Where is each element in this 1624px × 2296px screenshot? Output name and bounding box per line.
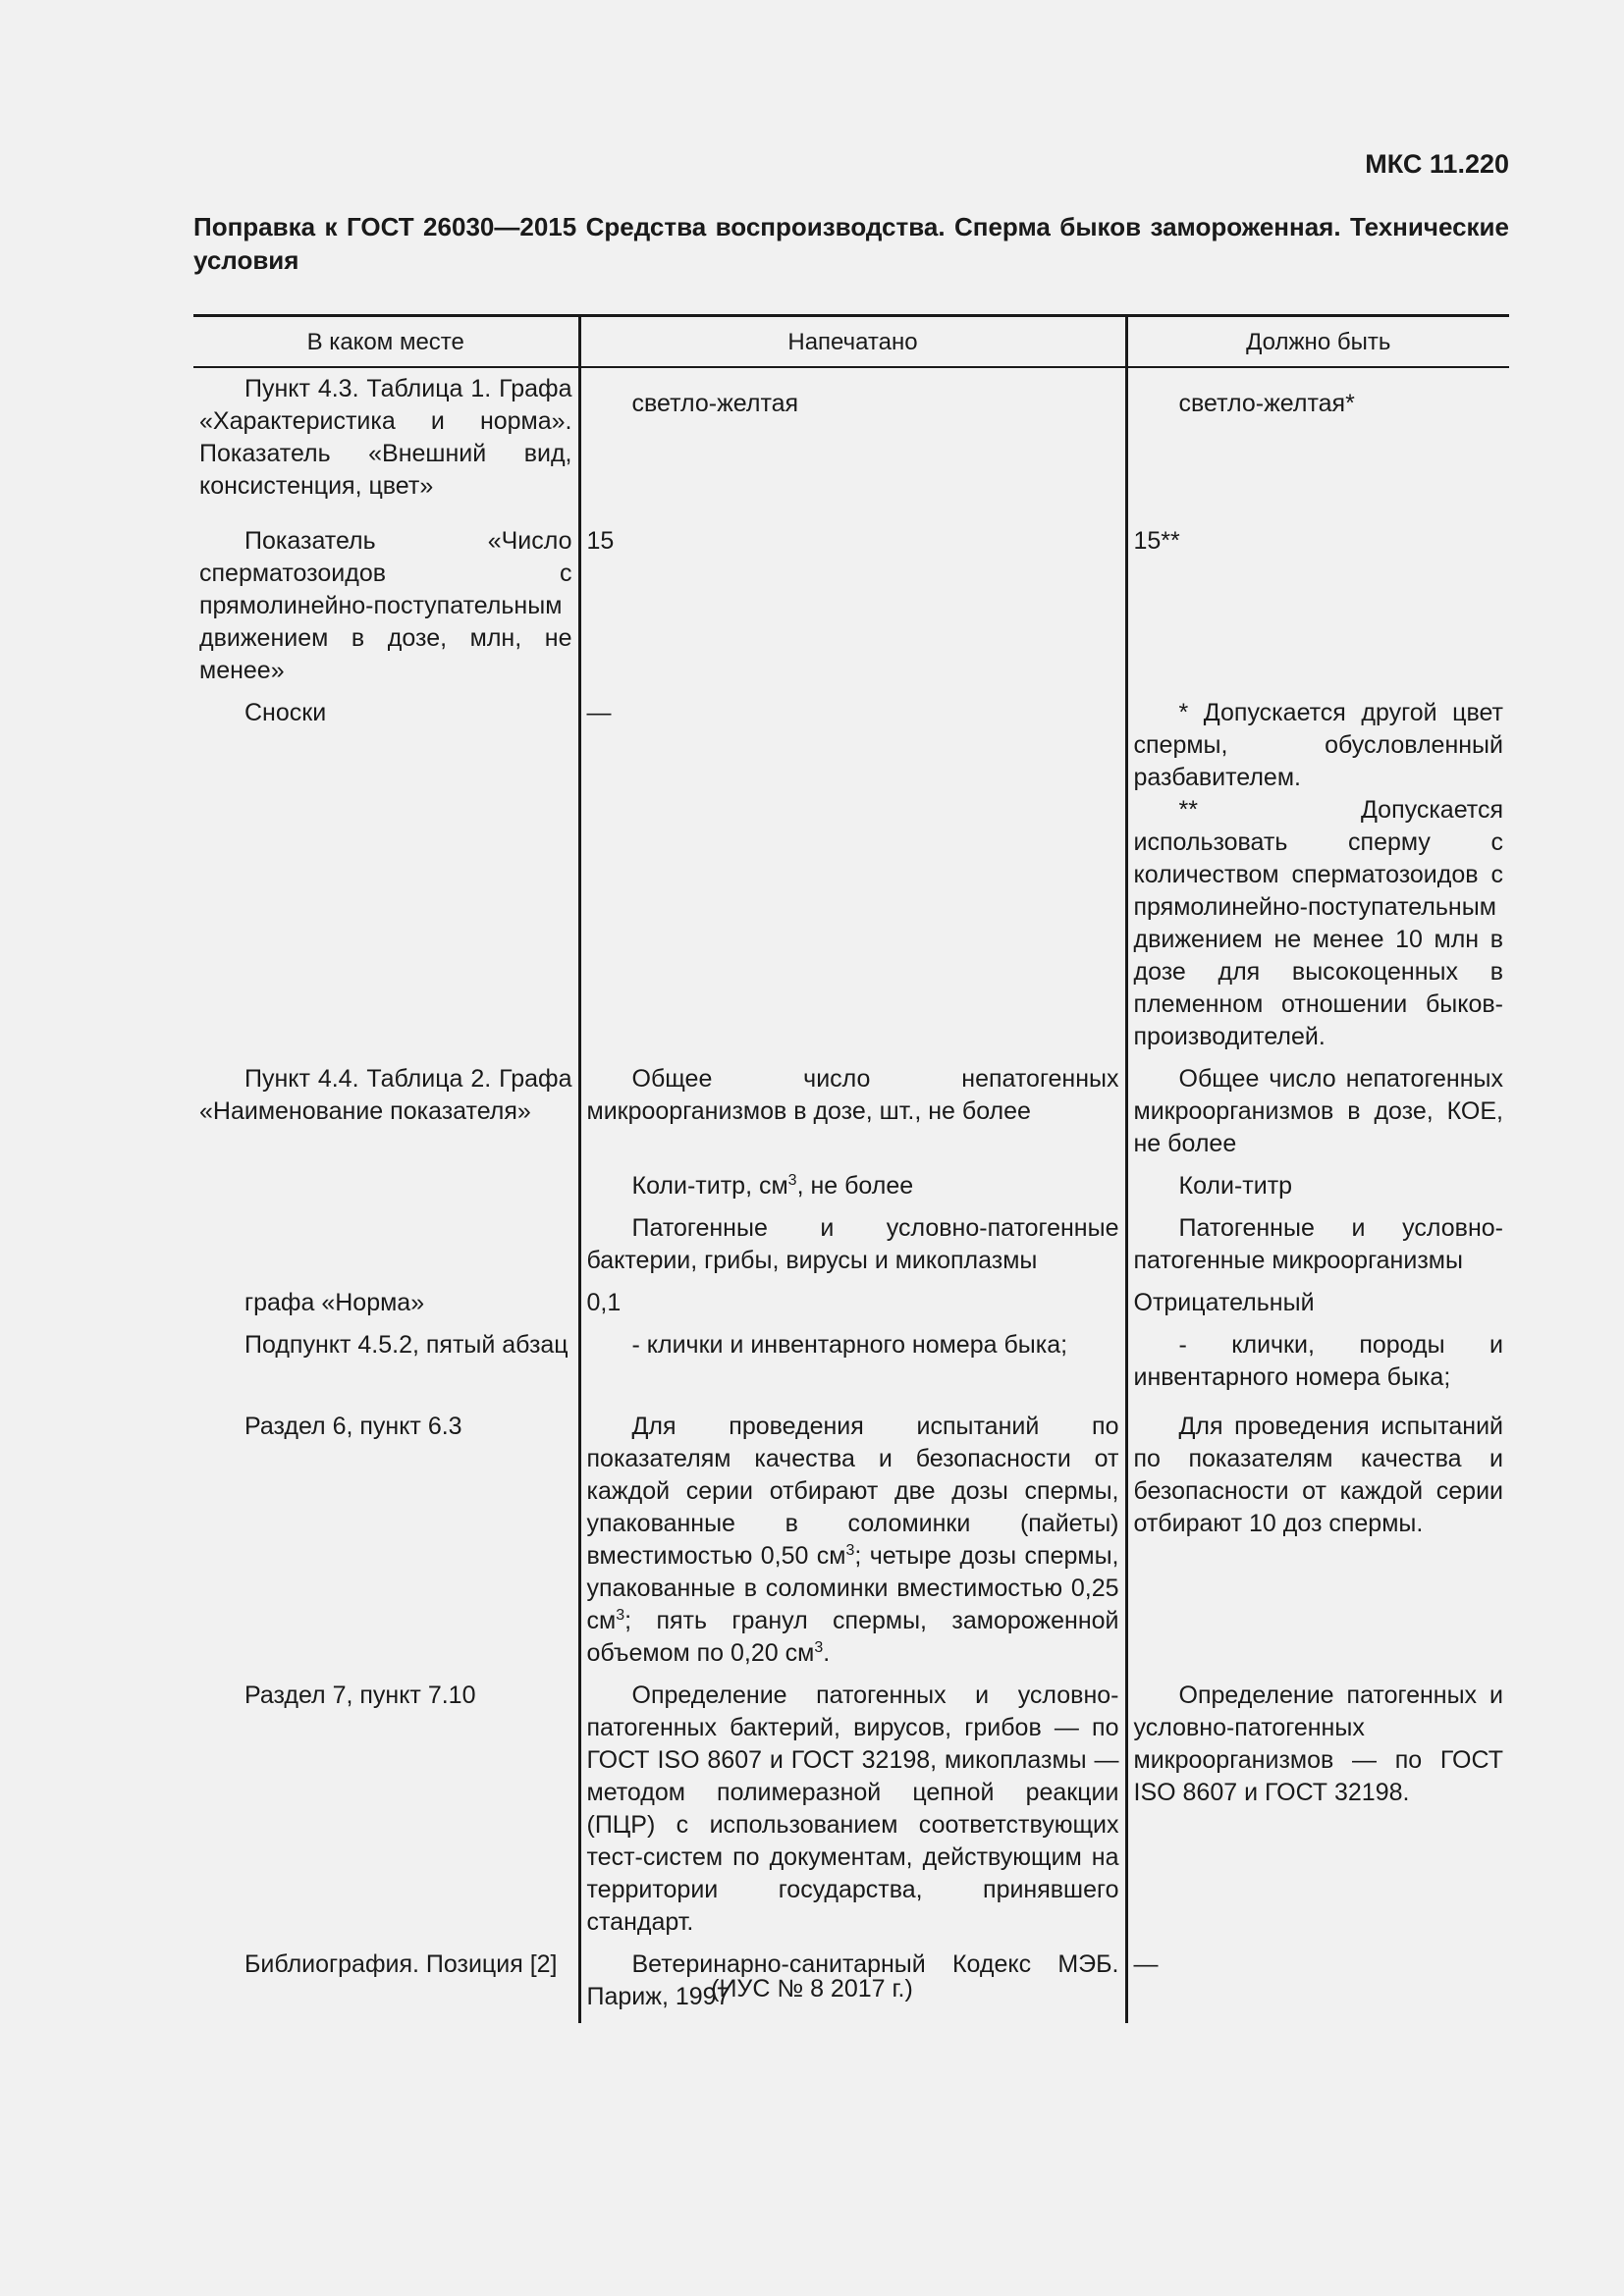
cell-should-be: — <box>1126 1944 1509 2023</box>
cell-where <box>193 1165 579 1207</box>
cell-where: Сноски <box>244 699 327 726</box>
cell-should-be: светло-желтая* <box>1126 367 1509 507</box>
document-title: Поправка к ГОСТ 26030—2015 Средства воспроизводства. Сперма быков замороженная. Технические условия <box>193 212 1509 275</box>
cell-where: Раздел 7, пункт 7.10 <box>244 1682 476 1709</box>
column-header-should-be: Должно быть <box>1126 316 1509 368</box>
footnote-two: ** Допускается использовать сперму с количеством сперматозоидов с прямолинейно-поступательным движением не менее 10 млн в дозе для высокоценных в племенном отношении быков-производителей. <box>1133 796 1503 1050</box>
cell-printed: 0,1 <box>579 1282 1126 1324</box>
table-header-row <box>193 316 1509 368</box>
cell-where: графа «Норма» <box>244 1289 425 1316</box>
cell-should-be: Патогенные и условно-патогенные микроорганизмы <box>1126 1207 1509 1282</box>
footnote-one: * Допускается другой цвет спермы, обусловленный разбавителем. <box>1133 699 1503 791</box>
cell-where: Подпункт 4.5.2, пятый абзац <box>244 1331 568 1359</box>
cell-printed: Патогенные и условно-патогенные бактерии, грибы, вирусы и микоплазмы <box>579 1207 1126 1282</box>
cell-where: Библиография. Позиция [2] <box>244 1950 558 1978</box>
cell-should-be: Для проведения испытаний по показателям качества и безопасности от каждой серии отбирают 10 доз спермы. <box>1126 1399 1509 1675</box>
column-header-where: В каком месте <box>193 316 579 368</box>
table-row <box>193 367 1509 507</box>
cell-printed: светло-желтая <box>579 367 1126 507</box>
cell-printed: Для проведения испытаний по показателям качества и безопасности от каждой серии отбирают две дозы спермы, упакованные в соломинки (пайеты) вместимостью 0,50 $см^3$; четыре дозы спермы, упакованные в соломинки вместимостью 0,25 $см^3$; пять гранул спермы, замороженной объемом по 0,20 $см^3$. <box>579 1399 1126 1675</box>
cell-printed: - клички и инвентарного номера быка; <box>579 1324 1126 1399</box>
table-row <box>193 692 1509 1058</box>
table-row <box>193 1282 1509 1324</box>
cell-should-be: Отрицательный <box>1126 1282 1509 1324</box>
cell-should-be: 15** <box>1126 507 1509 692</box>
cell-where <box>193 1207 579 1282</box>
cell-printed: Определение патогенных и условно-патогенных бактерий, вирусов, грибов — по ГОСТ ISO 8607 и ГОСТ 32198, микоплазмы — методом полимеразной цепной реакции (ПЦР) с использованием соответствующих тест-систем по документам, действующим на территории государства, принявшего стандарт. <box>579 1675 1126 1944</box>
column-header-printed: Напечатано <box>579 316 1126 368</box>
classification-code: МКС 11.220 <box>1365 149 1509 179</box>
table-row <box>193 1058 1509 1165</box>
table-row <box>193 1207 1509 1282</box>
issue-note: (ИУС № 8 2017 г.) <box>711 1975 913 2002</box>
cell-printed: — <box>579 692 1126 1058</box>
cell-should-be: Общее число непатогенных микроорганизмов в дозе, КОЕ, не более <box>1126 1058 1509 1165</box>
cell-should-be: Коли-титр <box>1126 1165 1509 1207</box>
cell-printed: Ветеринарно-санитарный Кодекс МЭБ. Париж, 1997 <box>579 1944 1126 2023</box>
document-page <box>193 147 1509 2023</box>
cell-where: Пункт 4.4. Таблица 2. Графа «Наименование показателя» <box>199 1065 572 1125</box>
table-row <box>193 507 1509 692</box>
cell-should-be <box>1126 692 1509 1058</box>
cell-where: Раздел 6, пункт 6.3 <box>244 1413 462 1440</box>
table-row <box>193 1399 1509 1675</box>
cell-where: Пункт 4.3. Таблица 1. Графа «Характеристика и норма». Показатель «Внешний вид, консистенция, цвет» <box>199 375 572 500</box>
cell-printed: 15 <box>579 507 1126 692</box>
cell-printed: Коли-титр, $см^3$, не более <box>579 1165 1126 1207</box>
table-row <box>193 1675 1509 1944</box>
cell-where: Показатель «Число сперматозоидов с прямолинейно-поступательным движением в дозе, млн, не менее» <box>199 527 572 684</box>
table-row <box>193 1165 1509 1207</box>
amendment-table <box>193 314 1509 2023</box>
cell-should-be: Определение патогенных и условно-патогенных микроорганизмов — по ГОСТ ISO 8607 и ГОСТ 32198. <box>1126 1675 1509 1944</box>
cell-should-be: - клички, породы и инвентарного номера быка; <box>1126 1324 1509 1399</box>
cell-printed: Общее число непатогенных микроорганизмов в дозе, шт., не более <box>579 1058 1126 1165</box>
table-row <box>193 1324 1509 1399</box>
